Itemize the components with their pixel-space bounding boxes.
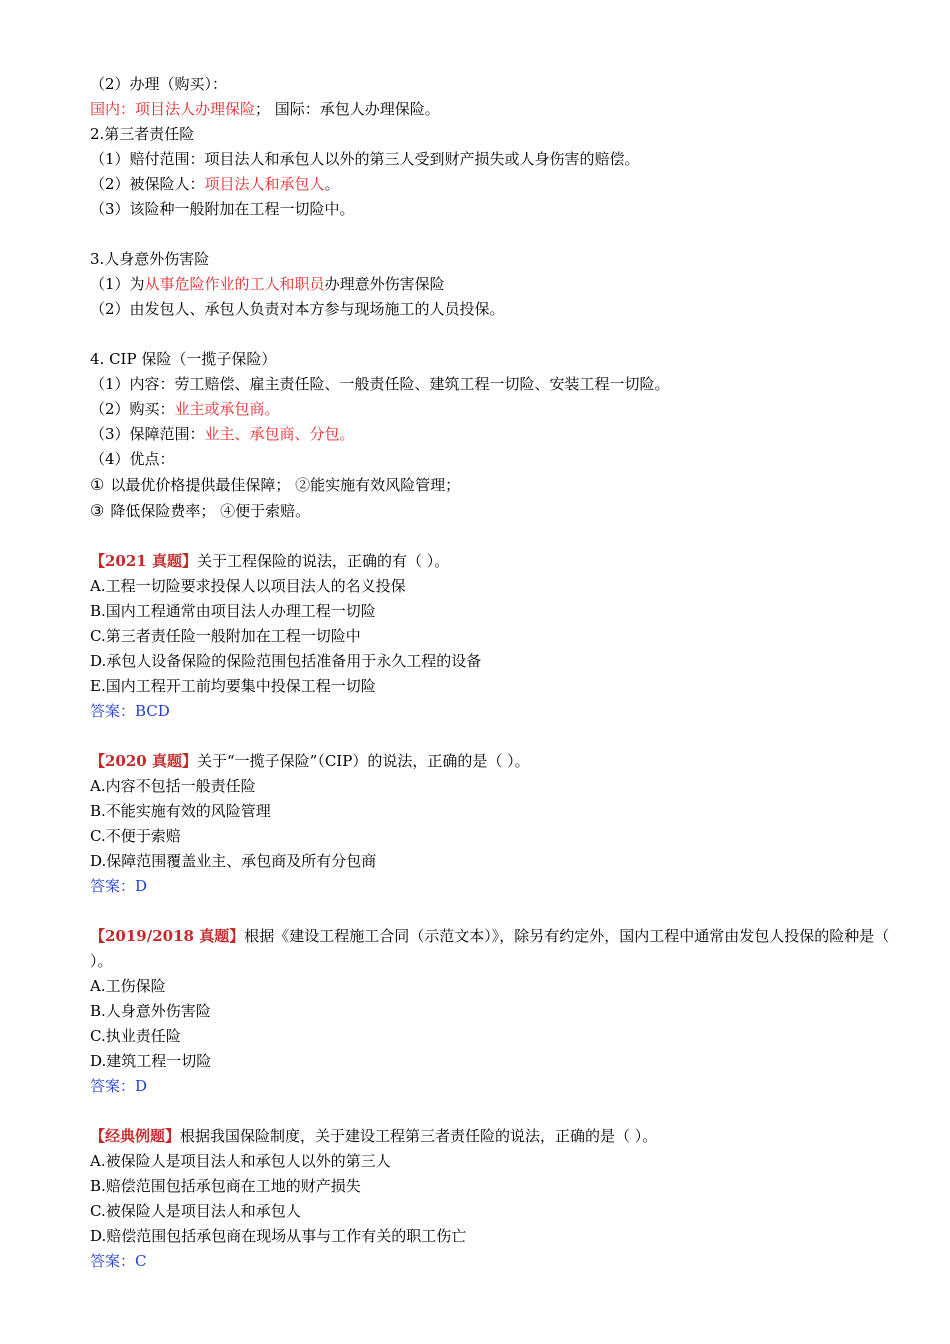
- question-2021-stem: [90, 549, 890, 574]
- section-title-cip: 4. CIP 保险（一揽子保险）: [90, 350, 277, 368]
- option: D.赔偿范围包括承包商在现场从事与工作有关的职工伤亡: [90, 1227, 467, 1245]
- option: D.承包人设备保险的保险范围包括准备用于永久工程的设备: [90, 652, 482, 670]
- third-party-attached: （3）该险种一般附加在工程一切险中。: [90, 200, 355, 218]
- option: B.人身意外伤害险: [90, 1002, 211, 1020]
- cip-purchase-highlight: 业主或承包商。: [174, 400, 280, 418]
- section-title-accident: 3.人身意外伤害险: [90, 250, 210, 268]
- question-2020-stem: [90, 749, 890, 774]
- option: C.第三者责任险一般附加在工程一切险中: [90, 627, 361, 645]
- cip-advantages-1: [90, 472, 890, 498]
- option: C.执业责任险: [90, 1027, 181, 1045]
- option: A.内容不包括一般责任险: [90, 777, 256, 795]
- cip-scope: [90, 422, 890, 447]
- option: B.赔偿范围包括承包商在工地的财产损失: [90, 1177, 361, 1195]
- question-text: 根据《建设工程施工合同（示范文本）》，除另有约定外，国内工程中通常由发包人投保的险种是（ ）。: [90, 927, 890, 970]
- circled-number-3: ③: [90, 501, 105, 520]
- insured-suffix: 。: [324, 175, 340, 193]
- option: C.不便于索赔: [90, 827, 181, 845]
- international-text: ； 国际：承包人办理保险。: [255, 100, 440, 118]
- third-party-insured: [90, 172, 890, 197]
- question-classic-stem: [90, 1124, 890, 1149]
- insured-label: （2）被保险人：: [90, 175, 205, 193]
- insured-highlight: 项目法人和承包人: [204, 175, 325, 193]
- purchase-heading: （2）办理（购买）：: [90, 75, 228, 93]
- question-text: 根据我国保险制度，关于建设工程第三者责任险的说法，正确的是（ ）。: [180, 1127, 658, 1145]
- purchase-line: [90, 97, 890, 122]
- question-text: 关于“一揽子保险”（CIP）的说法，正确的是（ ）。: [196, 752, 530, 770]
- question-tag: 【2021 真题】: [90, 552, 197, 570]
- circled-number-1: ①: [90, 475, 105, 494]
- question-tag: 【经典例题】: [90, 1127, 181, 1145]
- cip-purchase-label: （2）购买：: [90, 400, 175, 418]
- question-tag: 【2019/2018 真题】: [90, 927, 245, 945]
- option: C.被保险人是项目法人和承包人: [90, 1202, 301, 1220]
- accident-line-2: （2）由发包人、承包人负责对本方参与现场施工的人员投保。: [90, 300, 505, 318]
- answer: 答案：BCD: [90, 702, 170, 720]
- accident-suffix: 办理意外伤害保险: [324, 275, 445, 293]
- advantages-text-1: 以最优价格提供最佳保障； ②能实施有效风险管理；: [110, 476, 461, 494]
- option: A.工程一切险要求投保人以项目法人的名义投保: [90, 577, 406, 595]
- answer: 答案：D: [90, 877, 148, 895]
- document-page: [90, 72, 890, 1274]
- domestic-highlight: 国内：项目法人办理保险: [90, 100, 256, 118]
- cip-advantages-2: [90, 498, 890, 524]
- cip-scope-label: （3）保障范围：: [90, 425, 205, 443]
- option: B.不能实施有效的风险管理: [90, 802, 271, 820]
- accident-line-1: [90, 272, 890, 297]
- option: D.保障范围覆盖业主、承包商及所有分包商: [90, 852, 377, 870]
- option: A.被保险人是项目法人和承包人以外的第三人: [90, 1152, 391, 1170]
- advantages-text-2: 降低保险费率； ④便于索赔。: [110, 502, 311, 520]
- cip-advantages-heading: （4）优点：: [90, 450, 175, 468]
- cip-scope-highlight: 业主、承包商、分包。: [204, 425, 355, 443]
- answer: 答案：C: [90, 1252, 147, 1270]
- question-text: 关于工程保险的说法，正确的有（ ）。: [196, 552, 450, 570]
- section-title-third-party: 2.第三者责任险: [90, 125, 195, 143]
- option: D.建筑工程一切险: [90, 1052, 212, 1070]
- question-2019-stem: [90, 924, 890, 974]
- accident-prefix: （1）为: [90, 275, 145, 293]
- cip-purchase: [90, 397, 890, 422]
- accident-highlight: 从事危险作业的工人和职员: [144, 275, 325, 293]
- cip-content: （1）内容：劳工赔偿、雇主责任险、一般责任险、建筑工程一切险、安装工程一切险。: [90, 375, 670, 393]
- option: A.工伤保险: [90, 977, 166, 995]
- answer: 答案：D: [90, 1077, 148, 1095]
- option: B.国内工程通常由项目法人办理工程一切险: [90, 602, 376, 620]
- option: E.国内工程开工前均要集中投保工程一切险: [90, 677, 376, 695]
- question-tag: 【2020 真题】: [90, 752, 197, 770]
- third-party-scope: （1）赔付范围：项目法人和承包人以外的第三人受到财产损失或人身伤害的赔偿。: [90, 150, 640, 168]
